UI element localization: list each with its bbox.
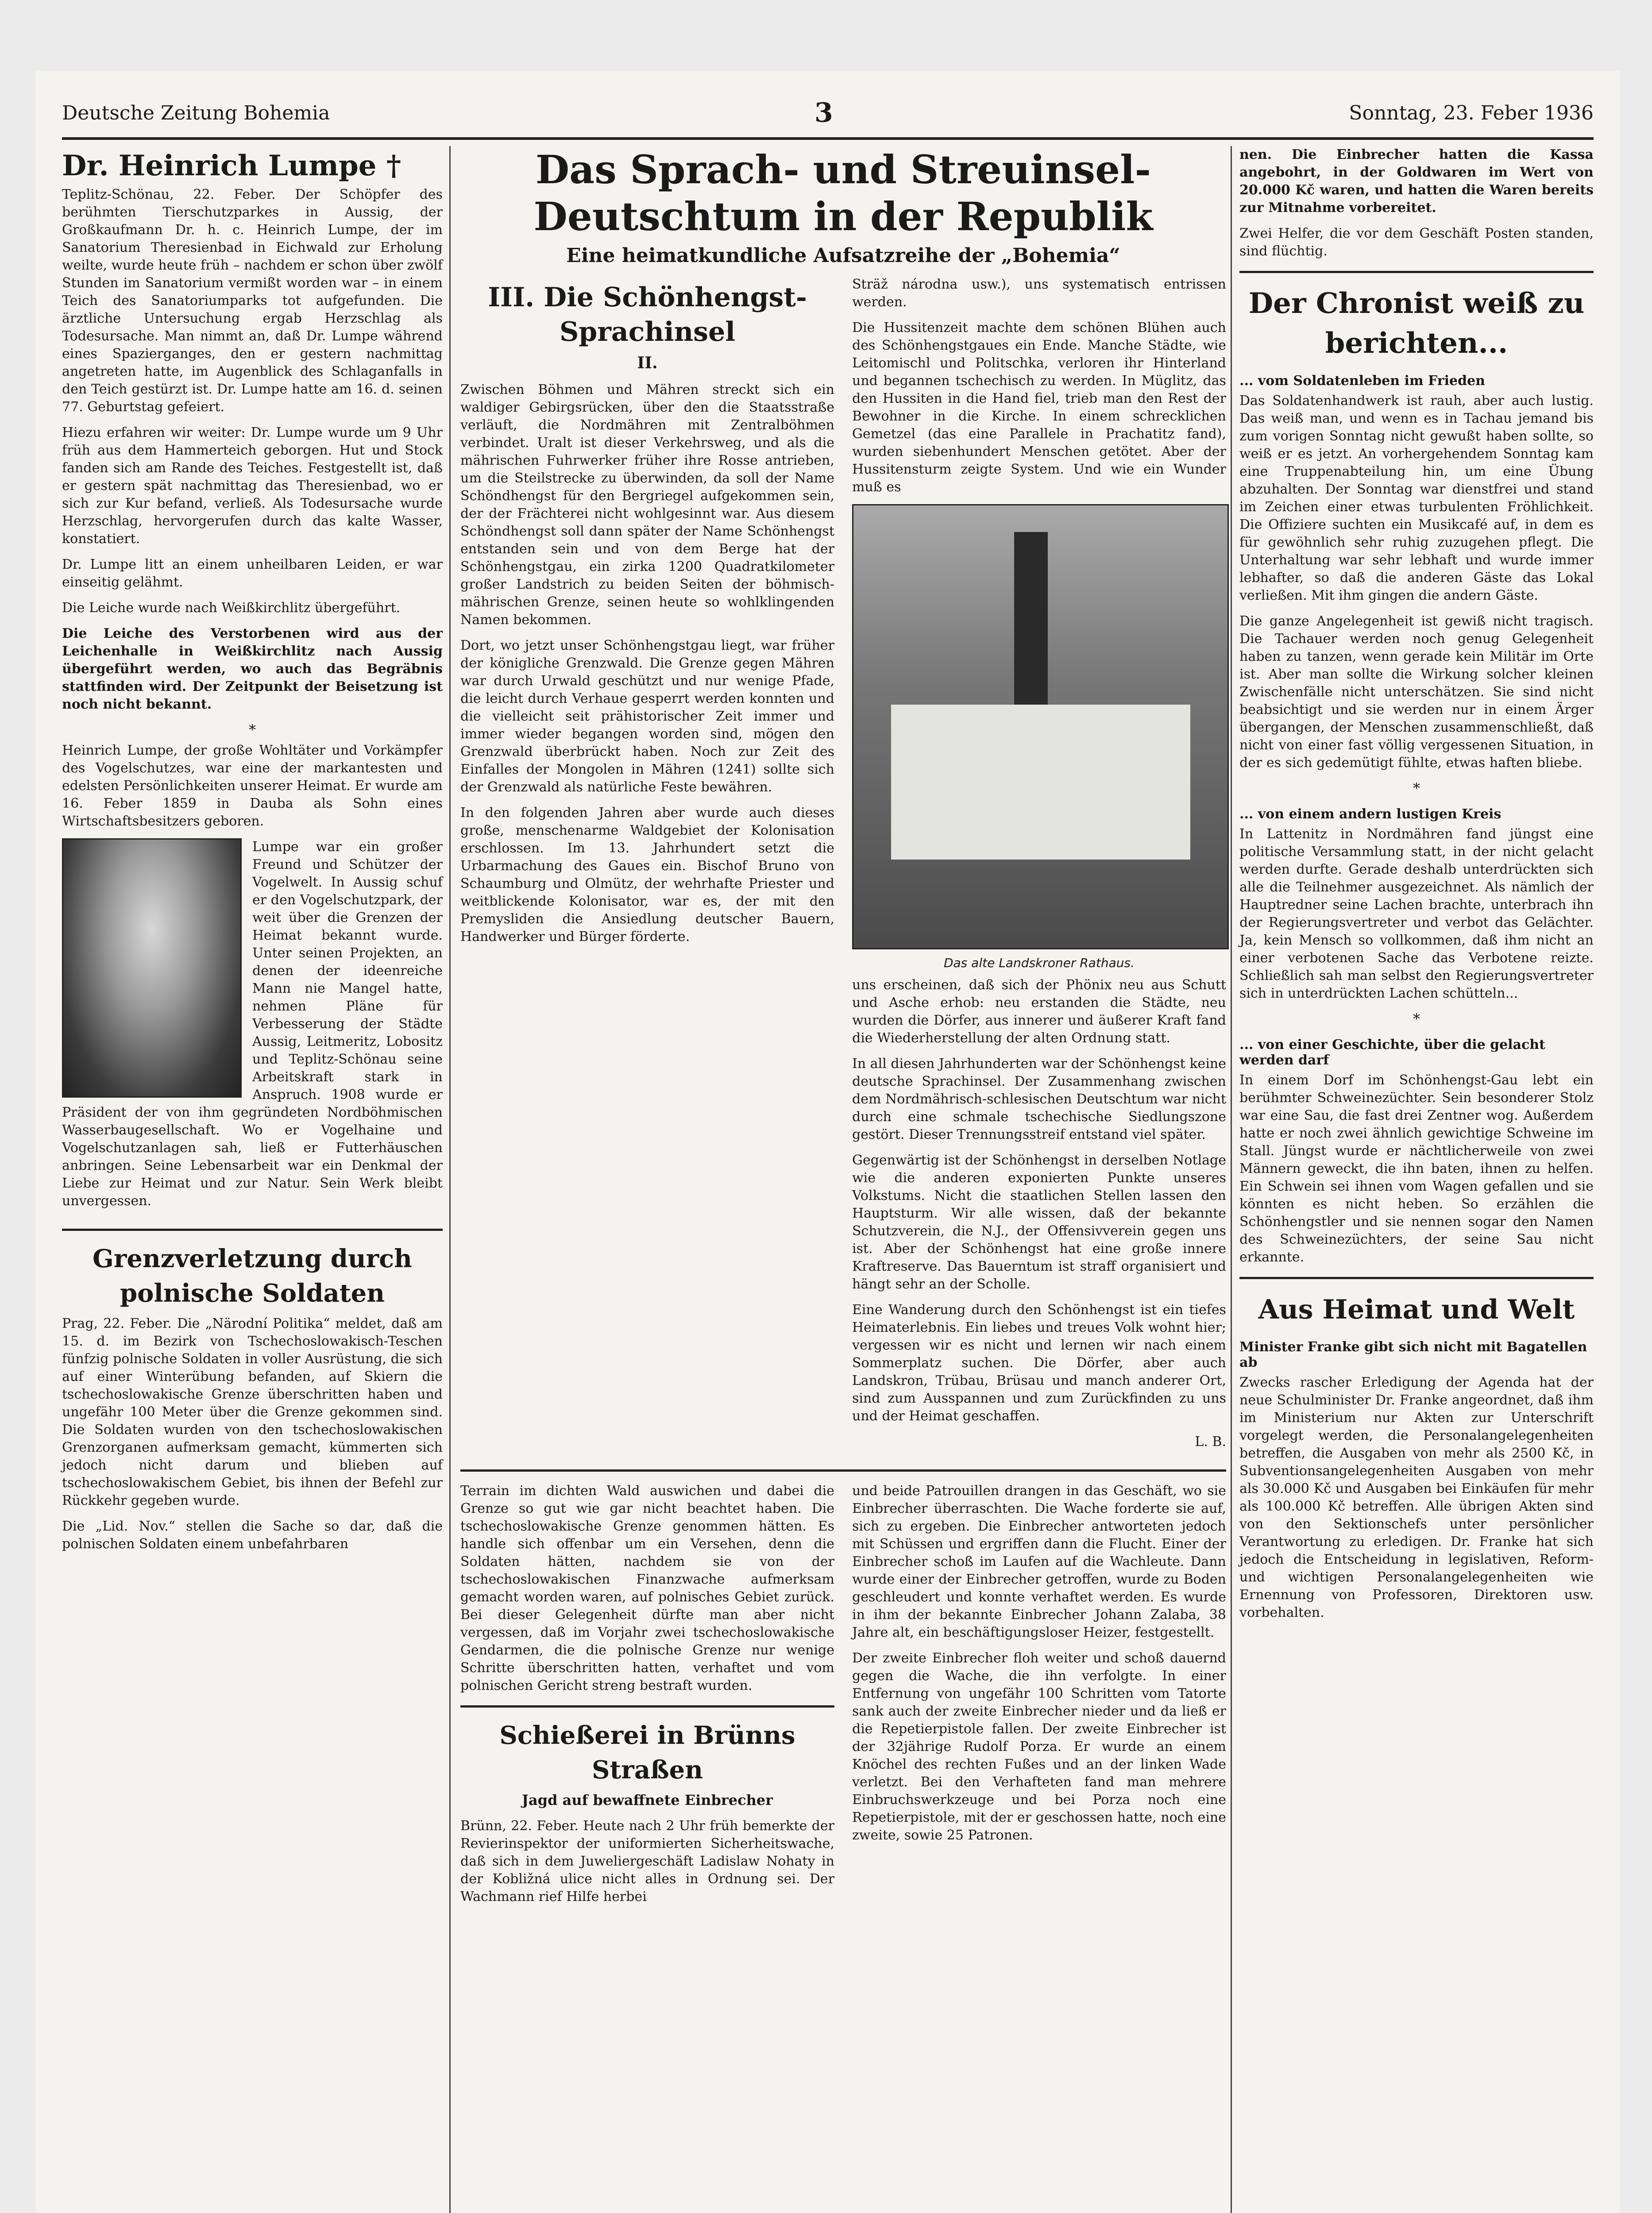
section-rule [1239, 1277, 1594, 1279]
article-column-right [852, 276, 1226, 1459]
lower-paragraph: Terrain im dichten Wald auswichen und dabei die Grenze so gut wie gar nicht beachtet haben. Die tschechoslowakische Grenze genommen hätten. Es handle sich offenbar um ein Versehen, denn die Soldaten hätten, nachdem sie von der tschechoslowakischen Finanzwache aufmerksam gemacht worden waren, auf polnisches Gebiet zurück. Bei dieser Gelegenheit dürfte man aber nicht vergessen, daß im Vorjahr zwei tschechoslowakische Gendarmen, die die polnische Grenze nur wenige Schritte überschritten hatten, verhaftet und vom polnischen Gericht streng bestraft wurden. [460, 1483, 834, 1693]
lower-paragraph: Der zweite Einbrecher floh weiter und schoß dauernd gegen die Wache, die ihn verfolgte. In einer Entfernung von ungefähr 100 Schritten vom Tatorte sank auch der zweite Einbrecher nieder und da ließ er die Repetierpistole fallen. Der zweite Einbrecher ist der 32jährige Rudolf Porza. Er wurde an einem Knöchel des rechten Fußes und an der linken Wade verletzt. Bei den Verhafteten fand man mehrere Einbruchswerkzeuge und bei Porza noch eine Repetierpistole, mit der er geschossen hatte, noch eine zweite, sowie 25 Patronen. [852, 1650, 1226, 1843]
separator-star: * [1413, 780, 1420, 797]
masthead-title: Deutsche Zeitung Bohemia [62, 102, 330, 124]
column-rule [449, 146, 451, 2213]
section-rule [460, 1469, 1226, 1472]
article-paragraph: Eine Wanderung durch den Schönhengst ist ein tiefes Heimaterlebnis. Ein liebes und treues Volk wohnt hier; vergessen wir es nicht und lernen wir nach einem Sommerplatz suchen. Die Dörfer, aber auch Landskron, Trübau, Brüsau und manch anderer Ort, sind zum Ausspannen und zum Zurückfinden zu uns und der Heimat geschaffen. [852, 1302, 1226, 1424]
town-hall-photo [852, 504, 1229, 949]
chronist-subhead: ... von einem andern lustigen Kreis [1239, 806, 1501, 822]
obituary-paragraph: Die Leiche wurde nach Weißkirchlitz übergeführt. [62, 600, 401, 616]
obituary-paragraph: Lumpe war ein großer Freund und Schützer der Vogelwelt. In Aussig schuf er den Vogelschutzpark, der weit über die Grenzen der Heimat bekannt wurde. Unter seinen Projekten, an denen der ideenreiche Mann nie Mangel hatte, nehmen Pläne für Verbesserung der Städte Aussig, Leitmeritz, Lobositz und Teplitz-Schönau seine Arbeitskraft stark in Anspruch. 1908 wurde er Präsident der von ihm gegründeten Nordböhmischen Wasserbaugesellschaft. Wo er Vogelhaine und Vogelschutzanlagen sah, ließ er Futterhäuschen anbringen. Seine Lebensarbeit war ein Denkmal der Liebe zur Heimat und zur Natur. Sein Werk bleibt unvergessen. [62, 839, 443, 1209]
portrait-photo [62, 838, 242, 1098]
masthead-date: Sonntag, 23. Feber 1936 [1349, 102, 1594, 124]
left-column [62, 146, 443, 1561]
obituary-paragraph: Die Leiche des Verstorbenen wird aus der Leichenhalle in Weißkirchlitz nach Aussig übergeführt werden, wo auch das Begräbnis stattfinden wird. Der Zeitpunkt der Beisetzung ist noch nicht bekannt. [62, 626, 443, 712]
obituary-paragraph: Hiezu erfahren wir weiter: Dr. Lumpe wurde um 9 Uhr früh aus dem Hammerteich geborgen. Hut und Stock fanden sich am Rande des Teiches. Festgestellt ist, daß er gestern spät nachmittag das Theresienbad, wo er sich zur Kur befand, verließ. Als Todesursache wurde Herzschlag, hervorgerufen durch das kalte Wasser, konstatiert. [62, 425, 443, 547]
obituary-paragraph: Heinrich Lumpe, der große Wohltäter und Vorkämpfer des Vogelschutzes, war eine der markantesten und edelsten Persönlichkeiten unserer Heimat. Er wurde am 16. Feber 1859 in Dauba als Sohn eines Wirtschaftsbesitzers geboren. [62, 743, 443, 829]
section-rule [62, 1229, 443, 1231]
lower-paragraph: und beide Patrouillen drangen in das Geschäft, wo sie Einbrecher überraschten. Die Wache forderte sie auf, sich zu ergeben. Die Einbrecher antworteten jedoch mit Schüssen und ergriffen dann die Flucht. Einer der Einbrecher schoß im Laufen auf die Wachleute. Dann wurde einer der Einbrecher getroffen, wurde zu Boden geschleudert und konnte verhaftet werden. Es wurde in ihm der bekannte Einbrecher Johann Zalaba, 38 Jahre alt, ein beschäftigungsloser Heizer, festgestellt. [852, 1483, 1226, 1640]
newspaper-page [35, 71, 1620, 2213]
chronist-paragraph: Das Soldatenhandwerk ist rauh, aber auch lustig. Das weiß man, und wenn es in Tachau jemand bis zum vorigen Sonntag nicht gewußt haben sollte, so weiß er es jetzt. An vorhergehendem Sonntag kam eine Truppenabteilung hin, um eine Übung abzuhalten. Der Sonntag war dienstfrei und stand im Zeichen einer etwas turbulenten Fröhlichkeit. Die Offiziere suchten ein Musikcafé auf, in dem es für gewöhnlich sehr ruhig zuzugehen pflegt. Die Unterhaltung war sehr lebhaft und wurde immer lebhafter, so daß die anderen Gäste das Lokal verließen. Mit ihm gingen die andern Gäste. [1239, 393, 1594, 603]
article-column-left [460, 276, 834, 1459]
article-paragraph: Die Hussitenzeit machte dem schönen Blühen auch des Schönhengstgaues ein Ende. Manche Städte, wie Leitomischl und Politschka, verloren ihr Hinterland und begannen tschechisch zu werden. In Müglitz, das den Hussiten in die Hand fiel, trieb man den Rest der Bewohner in die Kirche. In einem schrecklichen Gemetzel (das eine Parallele in Prachatitz fand), wurden siebenhundert Menschen getötet. Aber der Hussitensturm zeigte System. Und wie ein Wunder muß es [852, 320, 1226, 495]
obituary-paragraph: Dr. Lumpe litt an einem unheilbaren Leiden, er war einseitig gelähmt. [62, 557, 443, 590]
section-number: II. [637, 354, 658, 372]
chronist-paragraph: In Lattenitz in Nordmähren fand jüngst eine politische Versammlung statt, in der nicht gelacht werden durfte. Gerade deshalb unterdrückten sich alle die Teilnehmer ausgezeichnet. Als nämlich der Hauptredner seine Lachen brachte, unterbrach ihn der Regierungsvertreter und verbot das Gelächter. Ja, kein Mensch so vollkommen, daß ihm nicht an einer verbotenen Sache das Verbotene reizte. Schließlich sah man selbst den Regierungsvertreter sich in unterdrückten Lachen schütteln... [1239, 826, 1594, 1001]
home-world-subhead: Minister Franke gibt sich nicht mit Bagatellen ab [1239, 1339, 1587, 1370]
obituary-paragraph: Teplitz-Schönau, 22. Feber. Der Schöpfer des berühmten Tierschutzparkes in Aussig, der Großkaufmann Dr. h. c. Heinrich Lumpe, der im Sanatorium Theresienbad in Eichwald zur Erholung weilte, wurde heute früh – nachdem er schon über zwölf Stunden im Sanatorium vermißt worden war – in einem Teich des Sanatoriumparks tot aufgefunden. Die ärztliche Untersuchung ergab Herzschlag als Todesursache. Man nimmt an, daß Dr. Lumpe während eines Spazierganges, den er gestern nachmittag angetreten hatte, im Augenblick des Schlaganfalls in den Teich gestürzt ist. Dr. Lumpe hatte am 16. d. seinen 77. Geburtstag gefeiert. [62, 187, 443, 415]
article-paragraph: In den folgenden Jahren aber wurde auch dieses große, menschenarme Waldgebiet der Kolonisation erschlossen. Im 13. Jahrhundert setzt die Urbarmachung des Gaues ein. Bischof Bruno von Schaumburg und Olmütz, der wehrhafte Priester und weitblickende Kolonisator, war es, der mit den Premysliden die Ansiedlung deutscher Bauern, Handwerker und Bürger förderte. [460, 805, 834, 945]
center-columns [460, 146, 1226, 1914]
chronist-subhead: ... von einer Geschichte, über die gelacht werden darf [1239, 1037, 1545, 1068]
main-kicker: Eine heimatkundliche Aufsatzreihe der „Bohemia“ [566, 244, 1120, 267]
home-world-title: Aus Heimat und Welt [1258, 1294, 1575, 1325]
lower-title: Schießerei in Brünns Straßen [499, 1721, 795, 1785]
column-rule [1231, 146, 1232, 2213]
home-world-paragraph: Zwecks rascher Erledigung der Agenda hat der neue Schulminister Dr. Franke angeordnet, daß ihm im Ministerium nur Akten zur Unterschrift vorgelegt werden, die Personalangelegenheiten betreffen, die Ausgaben von mehr als 2500 Kč, in Subventionsangelegenheiten Ausgaben von mehr als 30.000 Kč und Ausgaben bei Einkäufen für mehr als 100.000 Kč betreffen. Alle übrigen Akten sind von den Sektionschefs unter persönlicher Verantwortung zu erledigen. Dr. Franke hat sich jedoch die Entscheidung in legislativen, Reform- und wichtigen Personalangelegenheiten wie Ernennung von Professoren, Direktoren usw. vorbehalten. [1239, 1375, 1594, 1620]
chronist-title: Der Chronist weiß zu berichten... [1248, 287, 1585, 360]
section-rule [1239, 271, 1594, 273]
separator-star: * [1413, 1010, 1420, 1027]
article-paragraph: uns erscheinen, daß sich der Phönix neu aus Schutt und Asche erhob: neu erstanden die Städte, neu wurden die Dörfer, aus innerer und äußerer Kraft fand die Wiederherstellung der alten Ordnung statt. [852, 977, 1226, 1046]
article-paragraph: Zwischen Böhmen und Mähren streckt sich ein waldiger Gebirgsrücken, über den die Staatsstraße verläuft, die Nordmähren mit Zentralböhmen verbindet. Uralt ist dieser Verkehrsweg, und als die mährischen Fuhrwerker früher ihre Rosse antrieben, um die Steilstrecke zu überwinden, da soll der Name Schöndhengst für den Bergriegel aufgekommen sein, der der Frächterei nicht wohlgesinnt war. Aus diesem Schöndhengst soll dann später der Name Schönhengst entstanden sein und von dem Berge hat der Schönhengstgau, ein zirka 1200 Quadratkilometer großer Landstrich zu beiden Seiten der böhmisch-mährischen Grenze, seinen heute so wohlklingenden Namen bekommen. [460, 382, 834, 628]
lower-kicker: Jagd auf bewaffnete Einbrecher [521, 1792, 773, 1808]
page-number: 3 [814, 97, 833, 128]
section-rule [460, 1705, 834, 1708]
news-paragraph: Die „Lid. Nov.“ stellen die Sache so dar, daß die polnischen Soldaten einem unbefahrbaren [62, 1519, 443, 1552]
lower-paragraph: Brünn, 22. Feber. Heute nach 2 Uhr früh bemerkte der Revierinspektor der uniformierten Sicherheitswache, daß sich in dem Juweliergeschäft Ladislaw Nohaty in der Kobližná ulice nicht alles in Ordnung sei. Der Wachmann rief Hilfe herbei [460, 1818, 834, 1905]
article-paragraph: In all diesen Jahrhunderten war der Schönhengst keine deutsche Sprachinsel. Der Zusammenhang zwischen dem Nordmährisch-schlesischen Deutschtum war nicht durch eine schmale tschechische Siedlungszone gestört. Dieser Trennungsstreif entstand viel später. [852, 1056, 1226, 1142]
chronist-subhead: ... vom Soldatenleben im Frieden [1239, 373, 1485, 389]
photo-caption: Das alte Landskroner Rathaus. [943, 956, 1135, 970]
lower-columns [460, 1482, 1226, 1914]
continued-paragraph: Zwei Helfer, die vor dem Geschäft Posten standen, sind flüchtig. [1239, 226, 1594, 259]
article-paragraph: Dort, wo jetzt unser Schönhengstgau liegt, war früher der königliche Grenzwald. Die Grenze gegen Mähren war durch Urwald geschützt und nur wenige Pfade, die leicht durch Verhaue gesperrt werden konnten und die vielleicht seit prähistorischer Zeit immer und immer wieder begangen worden sind, mögen den Grenzwald überbrückt haben. Noch zur Zeit des Einfalles der Mongolen in Mähren (1241) sollte sich der Grenzwald als natürliche Feste bewähren. [460, 638, 834, 795]
news-paragraph: Prag, 22. Feber. Die „Närodní Politika“ meldet, daß am 15. d. im Bezirk von Tschechoslowakisch-Teschen fünfzig polnische Soldaten in voller Ausrüstung, die sich auf einer Winterübung befanden, auf Skiern die tschechoslowakische Grenze überschritten haben und ungefähr 100 Meter über die Grenze gekommen sind. Die Soldaten wurden von den tschechoslowakischen Grenzorganen aufmerksam gemacht, kümmerten sich jedoch nicht darum und blieben auf tschechoslowakischem Gebiet, bis ihnen der Befehl zur Rückkehr gegeben wurde. [62, 1316, 443, 1508]
lower-column-left [460, 1482, 834, 1914]
news-title: Grenzverletzung durch polnische Soldaten [93, 1244, 412, 1308]
article-signature: L. B. [1195, 1434, 1226, 1450]
obituary-title: Dr. Heinrich Lumpe † [62, 149, 401, 182]
separator-star: * [249, 721, 256, 738]
article-paragraph: Gegenwärtig ist der Schönhengst in derselben Notlage wie die anderen exponierten Punkte unseres Volkstums. Nicht die staatlichen Stellen lassen den Hauptsturm. Wir alle wissen, daß der bekannte Schutzverein, die N.J., der Offensivverein gegen uns ist. Aber der Schönhengst hat eine große innere Kraftreserve. Das Bauerntum ist straff organisiert und hängt sehr an der Scholle. [852, 1153, 1226, 1292]
right-column [1239, 146, 1594, 1630]
masthead [62, 84, 1594, 140]
chronist-paragraph: Die ganze Angelegenheit ist gewiß nicht tragisch. Die Tachauer werden noch genug Gelegenheit haben zu tanzen, wenn gerade kein Militär im Orte ist. Aber man sollte die Wirkung solcher kleinen Zwischenfälle nicht unterschätzen. Sie sind nicht beabsichtigt und sie werden nur in einem Ärger übergangen, der Menschen zusammenschließt, daß nicht von einer fast völlig vergessenen Situation, in der es sich gedemütigt fühlte, etwas haften bliebe. [1239, 613, 1594, 771]
building-shape [891, 705, 1190, 860]
chronist-paragraph: In einem Dorf im Schönhengst-Gau lebt ein berühmter Schweinezüchter. Sein besonderer Stolz war eine Sau, die fast drei Zentner wog. Außerdem hatte er noch zwei ähnlich gewichtige Schweine im Stall. Jüngst wurde er nächtlicherweile von zwei Männern geweckt, die ihn baten, ihnen zu helfen. Ein Schwein sei ihnen vom Wagen gefallen und sie könnten es nicht heben. So erzählen die Schönhengstler und sie nennen sogar den Namen des Schweinezüchters, der seine Sau nicht erkannte. [1239, 1072, 1594, 1265]
lower-column-right [852, 1482, 1226, 1914]
article-columns [460, 276, 1226, 1459]
continued-paragraph: nen. Die Einbrecher hatten die Kassa angebohrt, in der Goldwaren im Wert von 20.000 Kč waren, und hatten die Waren bereits zur Mitnahme vorbereitet. [1239, 147, 1594, 216]
section-title: III. Die Schönhengst-Sprachinsel [488, 282, 807, 347]
article-paragraph: Sträž národna usw.), uns systematisch entrissen werden. [852, 277, 1226, 310]
main-headline: Das Sprach- und Streuinsel-Deutschtum in der Republik [533, 147, 1153, 239]
